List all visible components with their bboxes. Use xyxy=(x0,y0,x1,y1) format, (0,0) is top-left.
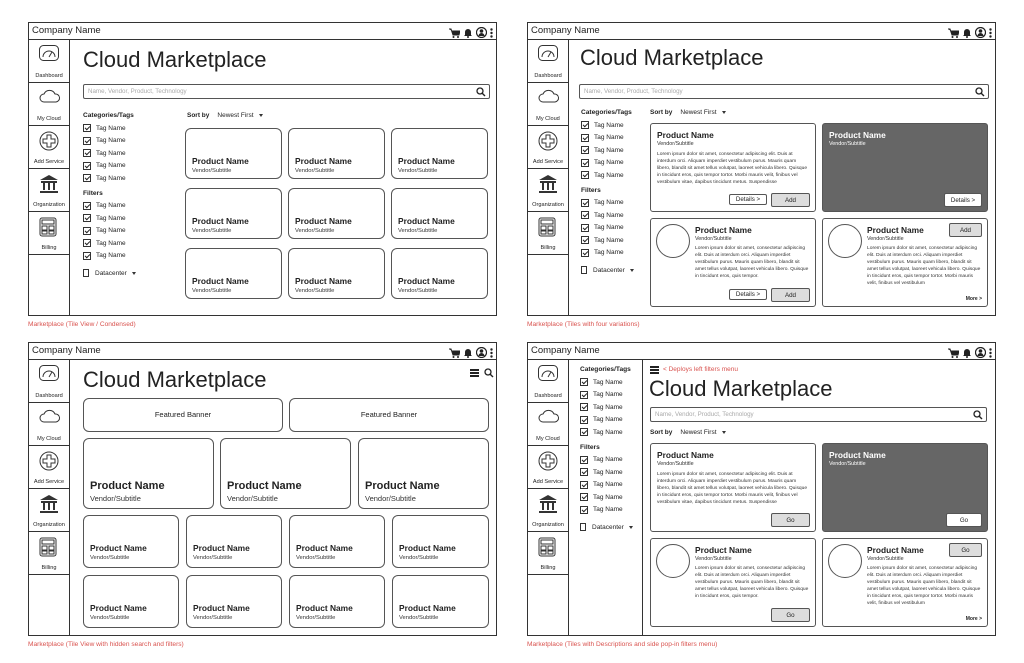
company-name: Company Name xyxy=(32,25,101,36)
category-checkbox[interactable]: Tag Name xyxy=(580,401,642,414)
plus-circle-icon xyxy=(538,451,558,471)
product-card-featured[interactable]: Product Name Vendor/Subtitle Details > xyxy=(822,123,988,212)
cart-icon[interactable] xyxy=(449,25,460,43)
category-checkbox[interactable]: Tag Name xyxy=(83,122,145,135)
search-placeholder: Name, Vendor, Product, Technology xyxy=(88,88,187,95)
category-checkbox[interactable]: Tag Name xyxy=(581,169,643,182)
product-card-image[interactable]: Product Name Vendor/Subtitle Lorem ipsum dolor sit amet, consectetur adipiscing elit. Duis at interdum orci. Aliquam imperdiet vestibulum purus. Mauris quam libero, blandit sit amet tellus volutpat, laoreet vehicula libero. Quisque in tincidunt eros, quis tempor. Details > Add xyxy=(650,218,816,307)
go-button[interactable]: Go xyxy=(949,543,982,557)
product-tile-large[interactable]: Product Name Vendor/Subtitle xyxy=(358,438,489,509)
user-icon[interactable] xyxy=(476,25,487,43)
hamburger-icon[interactable] xyxy=(650,366,659,374)
sidebar-item-organization[interactable] xyxy=(29,169,69,212)
details-button[interactable]: Details > xyxy=(729,289,767,300)
product-tile[interactable]: Product Name Vendor/Subtitle xyxy=(288,188,385,239)
filters-heading: Filters xyxy=(83,189,103,197)
categories-heading: Categories/Tags xyxy=(580,366,631,373)
filter-checkbox[interactable]: Tag Name xyxy=(83,212,145,225)
sidebar-label: My Cloud xyxy=(536,436,560,442)
caption-panel-1: Marketplace (Tile View / Condensed) xyxy=(28,321,136,328)
sidebar-label: Add Service xyxy=(532,159,564,165)
filter-checkbox[interactable]: Tag Name xyxy=(83,225,145,238)
add-button[interactable]: Add xyxy=(771,193,810,207)
product-tile[interactable]: Product Name Vendor/Subtitle xyxy=(288,248,385,299)
bell-icon[interactable] xyxy=(962,25,972,43)
add-button[interactable]: Add xyxy=(949,223,982,237)
calculator-icon xyxy=(538,217,556,237)
company-name: Company Name xyxy=(531,25,600,36)
filter-checkbox[interactable]: Tag Name xyxy=(581,247,643,260)
sidebar-label: Dashboard xyxy=(35,73,63,79)
datacenter-dropdown[interactable]: Datacenter xyxy=(581,263,643,277)
categories-heading: Categories/Tags xyxy=(83,112,134,119)
sidebar-label: Billing xyxy=(41,565,57,571)
top-icons xyxy=(449,25,493,43)
datacenter-dropdown[interactable]: Datacenter xyxy=(580,520,642,534)
product-tile[interactable]: Product Name Vendor/Subtitle xyxy=(288,128,385,179)
sort-dropdown[interactable]: Sort by Newest First xyxy=(187,112,263,119)
product-tile[interactable]: Product Name Vendor/Subtitle xyxy=(83,575,179,628)
page-title: Cloud Marketplace xyxy=(649,376,833,401)
product-tile[interactable]: Product Name Vendor/Subtitle xyxy=(392,575,489,628)
sidebar-item-organization[interactable] xyxy=(29,489,69,532)
sidebar-item-add-service[interactable] xyxy=(29,446,69,489)
company-name: Company Name xyxy=(531,345,600,356)
sidebar-label: My Cloud xyxy=(37,436,61,442)
cart-icon[interactable] xyxy=(948,345,959,363)
datacenter-icon xyxy=(83,269,89,277)
sort-dropdown[interactable]: Sort by Newest First xyxy=(650,429,726,436)
more-icon[interactable] xyxy=(490,345,493,363)
top-bar xyxy=(29,343,496,360)
sidebar-item-billing[interactable] xyxy=(29,532,69,575)
sidebar xyxy=(528,360,569,635)
search-input[interactable] xyxy=(579,84,989,99)
product-tile-large[interactable]: Product Name Vendor/Subtitle xyxy=(83,438,214,509)
dashboard-gauge-icon xyxy=(538,45,558,61)
sidebar-item-dashboard[interactable] xyxy=(29,40,69,83)
more-icon[interactable] xyxy=(490,25,493,43)
sidebar-item-add-service[interactable] xyxy=(29,126,69,169)
top-icons xyxy=(449,345,493,363)
product-tile-large[interactable]: Product Name Vendor/Subtitle xyxy=(220,438,351,509)
filter-checkbox[interactable]: Tag Name xyxy=(580,454,642,467)
sidebar-item-add-service[interactable] xyxy=(528,126,568,169)
caption-panel-2: Marketplace (Tiles with four variations) xyxy=(527,321,640,328)
product-tile[interactable]: Product Name Vendor/Subtitle xyxy=(185,188,282,239)
plus-circle-icon xyxy=(39,451,59,471)
more-link[interactable]: More > xyxy=(965,616,982,622)
search-icon[interactable] xyxy=(973,410,983,420)
sidebar-label: Organization xyxy=(532,202,564,208)
sidebar-label: Add Service xyxy=(33,159,65,165)
product-image-placeholder xyxy=(828,544,862,578)
sidebar xyxy=(29,40,70,315)
company-name: Company Name xyxy=(32,345,101,356)
sidebar-label: My Cloud xyxy=(536,116,560,122)
filter-checkbox[interactable]: Tag Name xyxy=(581,197,643,210)
sidebar-label: Dashboard xyxy=(35,393,63,399)
caption-panel-3: Marketplace (Tile View with hidden search and filters) xyxy=(28,641,184,648)
sidebar-label: Add Service xyxy=(33,479,65,485)
page-title: Cloud Marketplace xyxy=(83,367,267,392)
add-button[interactable]: Add xyxy=(771,288,810,302)
category-checkbox[interactable]: Tag Name xyxy=(581,119,643,132)
more-icon[interactable] xyxy=(989,345,992,363)
product-tile[interactable]: Product Name Vendor/Subtitle xyxy=(392,515,489,568)
featured-banner[interactable]: Featured Banner xyxy=(289,398,489,432)
plus-circle-icon xyxy=(39,131,59,151)
category-checkbox[interactable]: Tag Name xyxy=(83,172,145,185)
building-icon xyxy=(39,174,59,194)
sidebar-item-my-cloud[interactable] xyxy=(528,403,568,446)
cloud-icon xyxy=(39,88,61,104)
building-icon xyxy=(538,494,558,514)
cloud-icon xyxy=(538,88,560,104)
sidebar-item-billing[interactable] xyxy=(528,532,568,575)
go-button[interactable]: Go xyxy=(771,513,810,527)
filter-checkbox[interactable]: Tag Name xyxy=(581,234,643,247)
details-button[interactable]: Details > xyxy=(944,193,982,207)
sidebar-item-dashboard[interactable] xyxy=(528,360,568,403)
filters-panel xyxy=(580,363,642,534)
search-input[interactable] xyxy=(650,407,987,422)
search-icon[interactable] xyxy=(476,87,486,97)
product-tile[interactable]: Product Name Vendor/Subtitle xyxy=(391,188,488,239)
category-checkbox[interactable]: Tag Name xyxy=(581,157,643,170)
product-card-image[interactable]: Product Name Vendor/Subtitle Lorem ipsum dolor sit amet, consectetur adipiscing elit. Duis at interdum orci. Aliquam imperdiet vestibulum purus. Mauris quam libero, blandit sit amet tellus volutpat, laoreet vehicula libero. Quisque in tincidunt eros, quis tempor. Go xyxy=(650,538,816,627)
product-tile[interactable]: Product Name Vendor/Subtitle xyxy=(391,248,488,299)
calculator-icon xyxy=(39,217,57,237)
sidebar xyxy=(29,360,70,635)
filters-panel xyxy=(581,106,643,277)
sidebar-label: Dashboard xyxy=(534,73,562,79)
user-icon[interactable] xyxy=(476,345,487,363)
search-input[interactable] xyxy=(83,84,490,99)
category-checkbox[interactable]: Tag Name xyxy=(581,132,643,145)
product-card-description[interactable]: Product Name Vendor/Subtitle Lorem ipsum dolor sit amet, consectetur adipiscing elit. Duis at interdum orci. Aliquam imperdiet vestibulum purus. Mauris quam libero, blandit sit amet tellus volutpat, laoreet vehicula libero. Quisque in tincidunt eros, quis tempor tortor. Morbi mauris velit, finibus vel vestibulum vitae, dapibus tincidunt metus. Suspendisse Details > Add xyxy=(650,123,816,212)
category-checkbox[interactable]: Tag Name xyxy=(580,376,642,389)
sidebar-label: Add Service xyxy=(532,479,564,485)
search-placeholder: Name, Vendor, Product, Technology xyxy=(584,88,683,95)
sidebar-item-my-cloud[interactable] xyxy=(29,403,69,446)
product-image-placeholder xyxy=(828,224,862,258)
sidebar-item-dashboard[interactable] xyxy=(528,40,568,83)
sidebar-item-organization[interactable] xyxy=(528,169,568,212)
sort-dropdown[interactable]: Sort by Newest First xyxy=(650,109,726,116)
sidebar-label: Organization xyxy=(33,202,65,208)
calculator-icon xyxy=(538,537,556,557)
top-icons xyxy=(948,25,992,43)
sidebar xyxy=(528,40,569,315)
panel-four-variations xyxy=(527,22,996,316)
filter-checkbox[interactable]: Tag Name xyxy=(580,491,642,504)
filter-checkbox[interactable]: Tag Name xyxy=(580,504,642,517)
details-button[interactable]: Details > xyxy=(729,194,767,205)
category-checkbox[interactable]: Tag Name xyxy=(580,426,642,439)
filter-checkbox[interactable]: Tag Name xyxy=(581,222,643,235)
search-placeholder: Name, Vendor, Product, Technology xyxy=(655,411,754,418)
product-tile[interactable]: Product Name Vendor/Subtitle xyxy=(391,128,488,179)
hamburger-icon[interactable] xyxy=(470,369,479,377)
category-checkbox[interactable]: Tag Name xyxy=(83,147,145,160)
sidebar-label: Billing xyxy=(41,245,57,251)
top-bar xyxy=(528,23,995,40)
filter-checkbox[interactable]: Tag Name xyxy=(83,237,145,250)
datacenter-dropdown[interactable]: Datacenter xyxy=(83,266,145,280)
cloud-icon xyxy=(538,408,560,424)
datacenter-icon xyxy=(581,266,587,274)
more-icon[interactable] xyxy=(989,25,992,43)
filter-checkbox[interactable]: Tag Name xyxy=(580,466,642,479)
sidebar-label: Billing xyxy=(540,245,556,251)
sidebar-label: Dashboard xyxy=(534,393,562,399)
category-checkbox[interactable]: Tag Name xyxy=(580,414,642,427)
product-card-featured[interactable]: Product Name Vendor/Subtitle Go xyxy=(822,443,988,532)
caption-panel-4: Marketplace (Tiles with Descriptions and side pop-in filters menu) xyxy=(527,641,718,648)
panel-tile-condensed xyxy=(28,22,497,316)
product-tile[interactable]: Product Name Vendor/Subtitle xyxy=(185,248,282,299)
product-tile[interactable]: Product Name Vendor/Subtitle xyxy=(289,515,385,568)
calculator-icon xyxy=(39,537,57,557)
search-icon[interactable] xyxy=(975,87,985,97)
product-tile[interactable]: Product Name Vendor/Subtitle xyxy=(185,128,282,179)
search-icon[interactable] xyxy=(484,368,494,378)
dashboard-gauge-icon xyxy=(538,365,558,381)
cart-icon[interactable] xyxy=(449,345,460,363)
product-card-image-add[interactable]: Product Name Vendor/Subtitle Lorem ipsum dolor sit amet, consectetur adipiscing elit. Duis at interdum orci. Aliquam imperdiet vestibulum purus. Mauris quam libero, blandit sit amet tellus volutpat, laoreet vehicula libero. Quisque in tincidunt eros, quis tempor tortor. Morbi mauris velit, finibus vel vestibulum Add More > xyxy=(822,218,988,307)
building-icon xyxy=(538,174,558,194)
user-icon[interactable] xyxy=(975,25,986,43)
dashboard-gauge-icon xyxy=(39,45,59,61)
page-title: Cloud Marketplace xyxy=(83,47,267,72)
product-card-image-go[interactable]: Product Name Vendor/Subtitle Lorem ipsum dolor sit amet, consectetur adipiscing elit. Duis at interdum orci. Aliquam imperdiet vestibulum purus. Mauris quam libero, blandit sit amet tellus volutpat, laoreet vehicula libero. Quisque in tincidunt eros, quis tempor tortor. Morbi mauris velit, finibus vel vestibulum Go More > xyxy=(822,538,988,627)
plus-circle-icon xyxy=(538,131,558,151)
dashboard-gauge-icon xyxy=(39,365,59,381)
sidebar-item-organization[interactable] xyxy=(528,489,568,532)
product-image-placeholder xyxy=(656,224,690,258)
datacenter-icon xyxy=(580,523,586,531)
filter-checkbox[interactable]: Tag Name xyxy=(83,250,145,263)
cart-icon[interactable] xyxy=(948,25,959,43)
building-icon xyxy=(39,494,59,514)
filters-panel xyxy=(83,109,145,280)
page-title: Cloud Marketplace xyxy=(580,45,764,70)
category-checkbox[interactable]: Tag Name xyxy=(83,135,145,148)
bell-icon[interactable] xyxy=(463,25,473,43)
category-checkbox[interactable]: Tag Name xyxy=(580,389,642,402)
top-bar xyxy=(29,23,496,40)
top-icons xyxy=(948,345,992,363)
featured-banner[interactable]: Featured Banner xyxy=(83,398,283,432)
go-button[interactable]: Go xyxy=(946,513,982,527)
filters-heading: Filters xyxy=(580,443,600,451)
filter-checkbox[interactable]: Tag Name xyxy=(83,200,145,213)
product-card-description[interactable]: Product Name Vendor/Subtitle Lorem ipsum dolor sit amet, consectetur adipiscing elit. Duis at interdum orci. Aliquam imperdiet vestibulum purus. Mauris quam libero, blandit sit amet tellus volutpat, laoreet vehicula libero. Quisque in tincidunt eros, quis tempor tortor. Morbi mauris velit, finibus vel vestibulum vitae, dapibus tincidunt metus. Suspendisse Go xyxy=(650,443,816,532)
bell-icon[interactable] xyxy=(463,345,473,363)
sidebar-item-my-cloud[interactable] xyxy=(528,83,568,126)
top-bar xyxy=(528,343,995,360)
cloud-icon xyxy=(39,408,61,424)
sidebar-item-billing[interactable] xyxy=(29,212,69,255)
product-image-placeholder xyxy=(656,544,690,578)
deploy-note: < Deploys left filters menu xyxy=(663,366,738,373)
panel-hidden-search xyxy=(28,342,497,636)
sidebar-item-add-service[interactable] xyxy=(528,446,568,489)
user-icon[interactable] xyxy=(975,345,986,363)
go-button[interactable]: Go xyxy=(771,608,810,622)
product-tile[interactable]: Product Name Vendor/Subtitle xyxy=(186,515,282,568)
filters-heading: Filters xyxy=(581,186,601,194)
sidebar-label: My Cloud xyxy=(37,116,61,122)
sidebar-label: Organization xyxy=(532,522,564,528)
product-tile[interactable]: Product Name Vendor/Subtitle xyxy=(83,515,179,568)
bell-icon[interactable] xyxy=(962,345,972,363)
sidebar-item-my-cloud[interactable] xyxy=(29,83,69,126)
categories-heading: Categories/Tags xyxy=(581,109,632,116)
sidebar-label: Organization xyxy=(33,522,65,528)
product-tile[interactable]: Product Name Vendor/Subtitle xyxy=(186,575,282,628)
filter-checkbox[interactable]: Tag Name xyxy=(580,479,642,492)
sidebar-item-dashboard[interactable] xyxy=(29,360,69,403)
sidebar-label: Billing xyxy=(540,565,556,571)
product-tile[interactable]: Product Name Vendor/Subtitle xyxy=(289,575,385,628)
category-checkbox[interactable]: Tag Name xyxy=(581,144,643,157)
sidebar-item-billing[interactable] xyxy=(528,212,568,255)
filter-checkbox[interactable]: Tag Name xyxy=(581,209,643,222)
panel-side-filters xyxy=(527,342,996,636)
more-link[interactable]: More > xyxy=(965,296,982,302)
category-checkbox[interactable]: Tag Name xyxy=(83,160,145,173)
